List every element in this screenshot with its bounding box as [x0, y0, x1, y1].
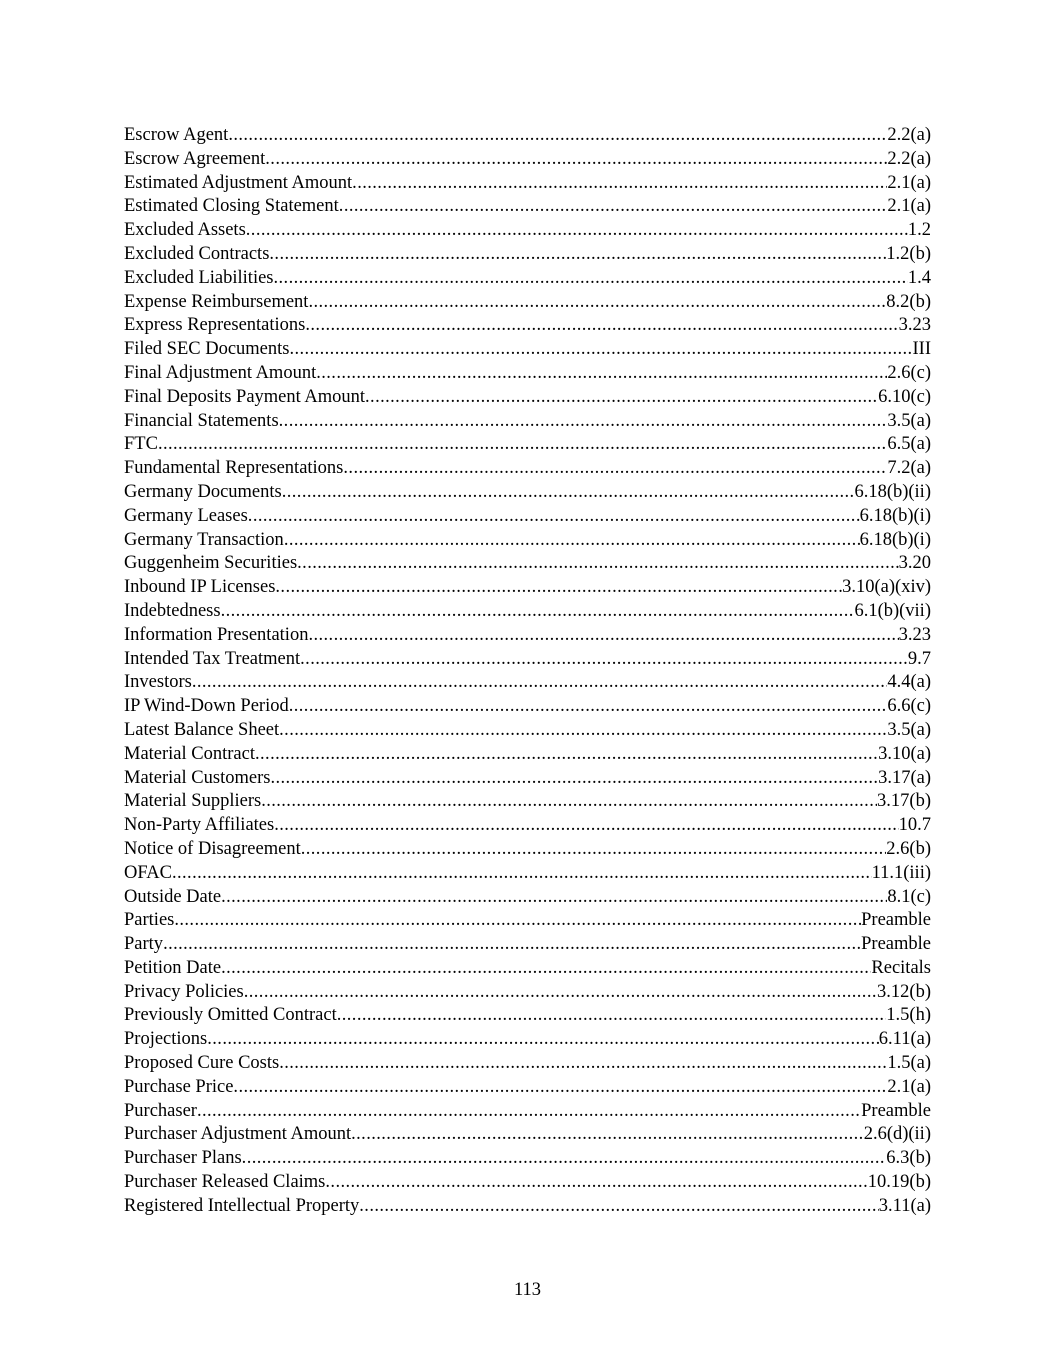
section-reference: 3.11(a) [878, 1195, 931, 1216]
dot-leader [274, 814, 898, 838]
dot-leader [174, 909, 861, 933]
dot-leader [270, 767, 878, 791]
section-reference: 2.6(b) [886, 838, 931, 859]
dot-leader [279, 410, 888, 434]
dot-leader [221, 886, 887, 910]
dot-leader [365, 386, 878, 410]
section-reference: 3.10(a)(xiv) [842, 577, 931, 598]
dot-leader [228, 124, 887, 148]
index-entry [124, 909, 931, 933]
index-term: Germany Documents [124, 481, 282, 502]
index-entry [124, 1004, 931, 1028]
index-term: Germany Leases [124, 505, 248, 526]
index-term: OFAC [124, 862, 172, 883]
index-term: Purchaser Plans [124, 1148, 242, 1169]
section-reference: 2.6(c) [887, 362, 931, 383]
defined-terms-index [124, 124, 931, 1219]
section-reference: 7.2(a) [887, 458, 931, 479]
index-term: FTC [124, 434, 158, 455]
index-entry [124, 314, 931, 338]
dot-leader [221, 957, 871, 981]
index-entry [124, 362, 931, 386]
index-entry [124, 957, 931, 981]
index-entry [124, 267, 931, 291]
index-term: Latest Balance Sheet [124, 719, 280, 740]
section-reference: 3.17(a) [878, 767, 931, 788]
index-entry [124, 743, 931, 767]
section-reference: 6.18(b)(ii) [854, 481, 931, 502]
index-entry [124, 1076, 931, 1100]
dot-leader [289, 338, 912, 362]
index-entry [124, 1195, 931, 1219]
index-entry [124, 195, 931, 219]
index-entry [124, 933, 931, 957]
section-reference: III [912, 339, 931, 360]
section-reference: Recitals [871, 957, 931, 978]
dot-leader [300, 648, 908, 672]
section-reference: 3.12(b) [877, 981, 931, 1002]
index-entry [124, 790, 931, 814]
index-term: Non-Party Affiliates [124, 815, 275, 836]
dot-leader [172, 862, 872, 886]
section-reference: 3.20 [898, 553, 931, 574]
dot-leader [289, 695, 888, 719]
index-term: Inbound IP Licenses [124, 577, 276, 598]
dot-leader [233, 1076, 887, 1100]
dot-leader [275, 576, 842, 600]
dot-leader [337, 1004, 887, 1028]
index-term: Excluded Assets [124, 220, 246, 241]
index-entry [124, 552, 931, 576]
section-reference: 1.2 [907, 220, 931, 241]
section-reference: 1.5(a) [887, 1053, 931, 1074]
index-term: Privacy Policies [124, 981, 244, 1002]
dot-leader [308, 291, 886, 315]
index-entry [124, 719, 931, 743]
section-reference: 3.17(b) [877, 791, 931, 812]
index-term: Final Deposits Payment Amount [124, 386, 366, 407]
dot-leader [269, 243, 886, 267]
index-entry [124, 671, 931, 695]
section-reference: 2.1(a) [887, 196, 931, 217]
index-term: Notice of Disagreement [124, 838, 301, 859]
section-reference: 2.2(a) [887, 125, 931, 145]
index-entry [124, 1123, 931, 1147]
dot-leader [244, 981, 877, 1005]
dot-leader [343, 457, 887, 481]
dot-leader [261, 790, 877, 814]
index-term: Express Representations [124, 315, 306, 336]
index-term: Proposed Cure Costs [124, 1053, 280, 1074]
index-entry [124, 457, 931, 481]
index-entry [124, 576, 931, 600]
index-entry [124, 886, 931, 910]
index-entry [124, 600, 931, 624]
index-entry [124, 1171, 931, 1195]
section-reference: Preamble [861, 910, 931, 931]
section-reference: 1.5(h) [886, 1005, 931, 1026]
index-entry [124, 410, 931, 434]
index-term: Financial Statements [124, 410, 279, 431]
dot-leader [284, 529, 860, 553]
section-reference: 6.3(b) [886, 1148, 931, 1169]
dot-leader [246, 219, 908, 243]
section-reference: 2.1(a) [887, 1076, 931, 1097]
section-reference: 1.2(b) [886, 243, 931, 264]
section-reference: 6.11(a) [878, 1029, 931, 1050]
section-reference: 2.6(d)(ii) [863, 1124, 931, 1145]
index-entry [124, 386, 931, 410]
index-term: Purchaser Adjustment Amount [124, 1124, 352, 1145]
dot-leader [207, 1028, 879, 1052]
index-term: Indebtedness [124, 600, 221, 621]
section-reference: Preamble [861, 1100, 931, 1121]
index-term: Projections [124, 1029, 208, 1050]
dot-leader [282, 481, 855, 505]
section-reference: 3.10(a) [878, 743, 931, 764]
dot-leader [305, 314, 898, 338]
dot-leader [325, 1171, 867, 1195]
index-term: Guggenheim Securities [124, 553, 298, 574]
dot-leader [265, 148, 887, 172]
dot-leader [316, 362, 887, 386]
section-reference: 9.7 [907, 648, 931, 669]
section-reference: 3.23 [898, 315, 931, 336]
dot-leader [242, 1147, 887, 1171]
index-entry [124, 172, 931, 196]
index-entry [124, 291, 931, 315]
section-reference: 11.1(iii) [871, 862, 931, 883]
dot-leader [158, 433, 887, 457]
index-term: Escrow Agent [124, 125, 229, 145]
dot-leader [351, 1123, 864, 1147]
index-term: Expense Reimbursement [124, 291, 309, 312]
index-term: Final Adjustment Amount [124, 362, 317, 383]
section-reference: 10.19(b) [867, 1172, 931, 1193]
dot-leader [297, 552, 898, 576]
section-reference: 8.1(c) [887, 886, 931, 907]
index-term: Petition Date [124, 957, 222, 978]
index-term: Excluded Liabilities [124, 267, 274, 288]
index-entry [124, 148, 931, 172]
section-reference: 6.18(b)(i) [859, 505, 931, 526]
dot-leader [339, 195, 888, 219]
index-entry [124, 505, 931, 529]
dot-leader [255, 743, 878, 767]
index-term: Filed SEC Documents [124, 339, 290, 360]
index-term: Material Suppliers [124, 791, 262, 812]
section-reference: 6.1(b)(vii) [854, 600, 931, 621]
section-reference: 1.4 [907, 267, 931, 288]
index-entry [124, 481, 931, 505]
section-reference: Preamble [861, 934, 931, 955]
index-entry [124, 1100, 931, 1124]
index-entry [124, 624, 931, 648]
index-term: Outside Date [124, 886, 222, 907]
index-term: Purchaser [124, 1100, 197, 1121]
dot-leader [279, 719, 887, 743]
index-term: Party [124, 934, 164, 955]
page-number: 113 [513, 1280, 542, 1300]
index-entry [124, 1052, 931, 1076]
index-entry [124, 433, 931, 457]
index-term: Estimated Adjustment Amount [124, 172, 353, 193]
index-term: Registered Intellectual Property [124, 1195, 360, 1216]
index-entry [124, 814, 931, 838]
index-entry [124, 1147, 931, 1171]
section-reference: 2.2(a) [887, 148, 931, 169]
index-term: Information Presentation [124, 624, 309, 645]
index-entry [124, 648, 931, 672]
section-reference: 6.5(a) [887, 434, 931, 455]
dot-leader [279, 1052, 887, 1076]
dot-leader [163, 933, 861, 957]
index-entry [124, 767, 931, 791]
dot-leader [352, 172, 887, 196]
section-reference: 2.1(a) [887, 172, 931, 193]
index-entry [124, 338, 931, 362]
index-term: Parties [124, 910, 175, 931]
index-entry [124, 243, 931, 267]
dot-leader [221, 600, 855, 624]
section-reference: 6.6(c) [887, 696, 931, 717]
dot-leader [274, 267, 908, 291]
dot-leader [359, 1195, 878, 1219]
index-entry [124, 219, 931, 243]
section-reference: 8.2(b) [886, 291, 931, 312]
index-term: Estimated Closing Statement [124, 196, 339, 217]
dot-leader [308, 624, 898, 648]
index-entry [124, 1028, 931, 1052]
index-term: Excluded Contracts [124, 243, 270, 264]
index-term: Intended Tax Treatment [124, 648, 301, 669]
dot-leader [197, 1100, 861, 1124]
index-term: Investors [124, 672, 192, 693]
index-term: Fundamental Representations [124, 458, 344, 479]
index-entry [124, 838, 931, 862]
dot-leader [301, 838, 887, 862]
section-reference: 3.23 [898, 624, 931, 645]
index-term: Previously Omitted Contract [124, 1005, 337, 1026]
section-reference: 6.18(b)(i) [859, 529, 931, 550]
section-reference: 3.5(a) [887, 410, 931, 431]
section-reference: 6.10(c) [878, 386, 931, 407]
dot-leader [248, 505, 860, 529]
index-entry [124, 124, 931, 148]
section-reference: 3.5(a) [887, 719, 931, 740]
dot-leader [192, 671, 888, 695]
index-term: Material Contract [124, 743, 255, 764]
index-term: Escrow Agreement [124, 148, 266, 169]
index-term: Purchase Price [124, 1076, 234, 1097]
index-term: Material Customers [124, 767, 271, 788]
index-term: Purchaser Released Claims [124, 1172, 326, 1193]
index-term: IP Wind-Down Period [124, 696, 289, 717]
index-entry [124, 529, 931, 553]
index-entry [124, 981, 931, 1005]
index-entry [124, 695, 931, 719]
section-reference: 4.4(a) [887, 672, 931, 693]
section-reference: 10.7 [898, 815, 931, 836]
index-entry [124, 862, 931, 886]
index-term: Germany Transaction [124, 529, 284, 550]
